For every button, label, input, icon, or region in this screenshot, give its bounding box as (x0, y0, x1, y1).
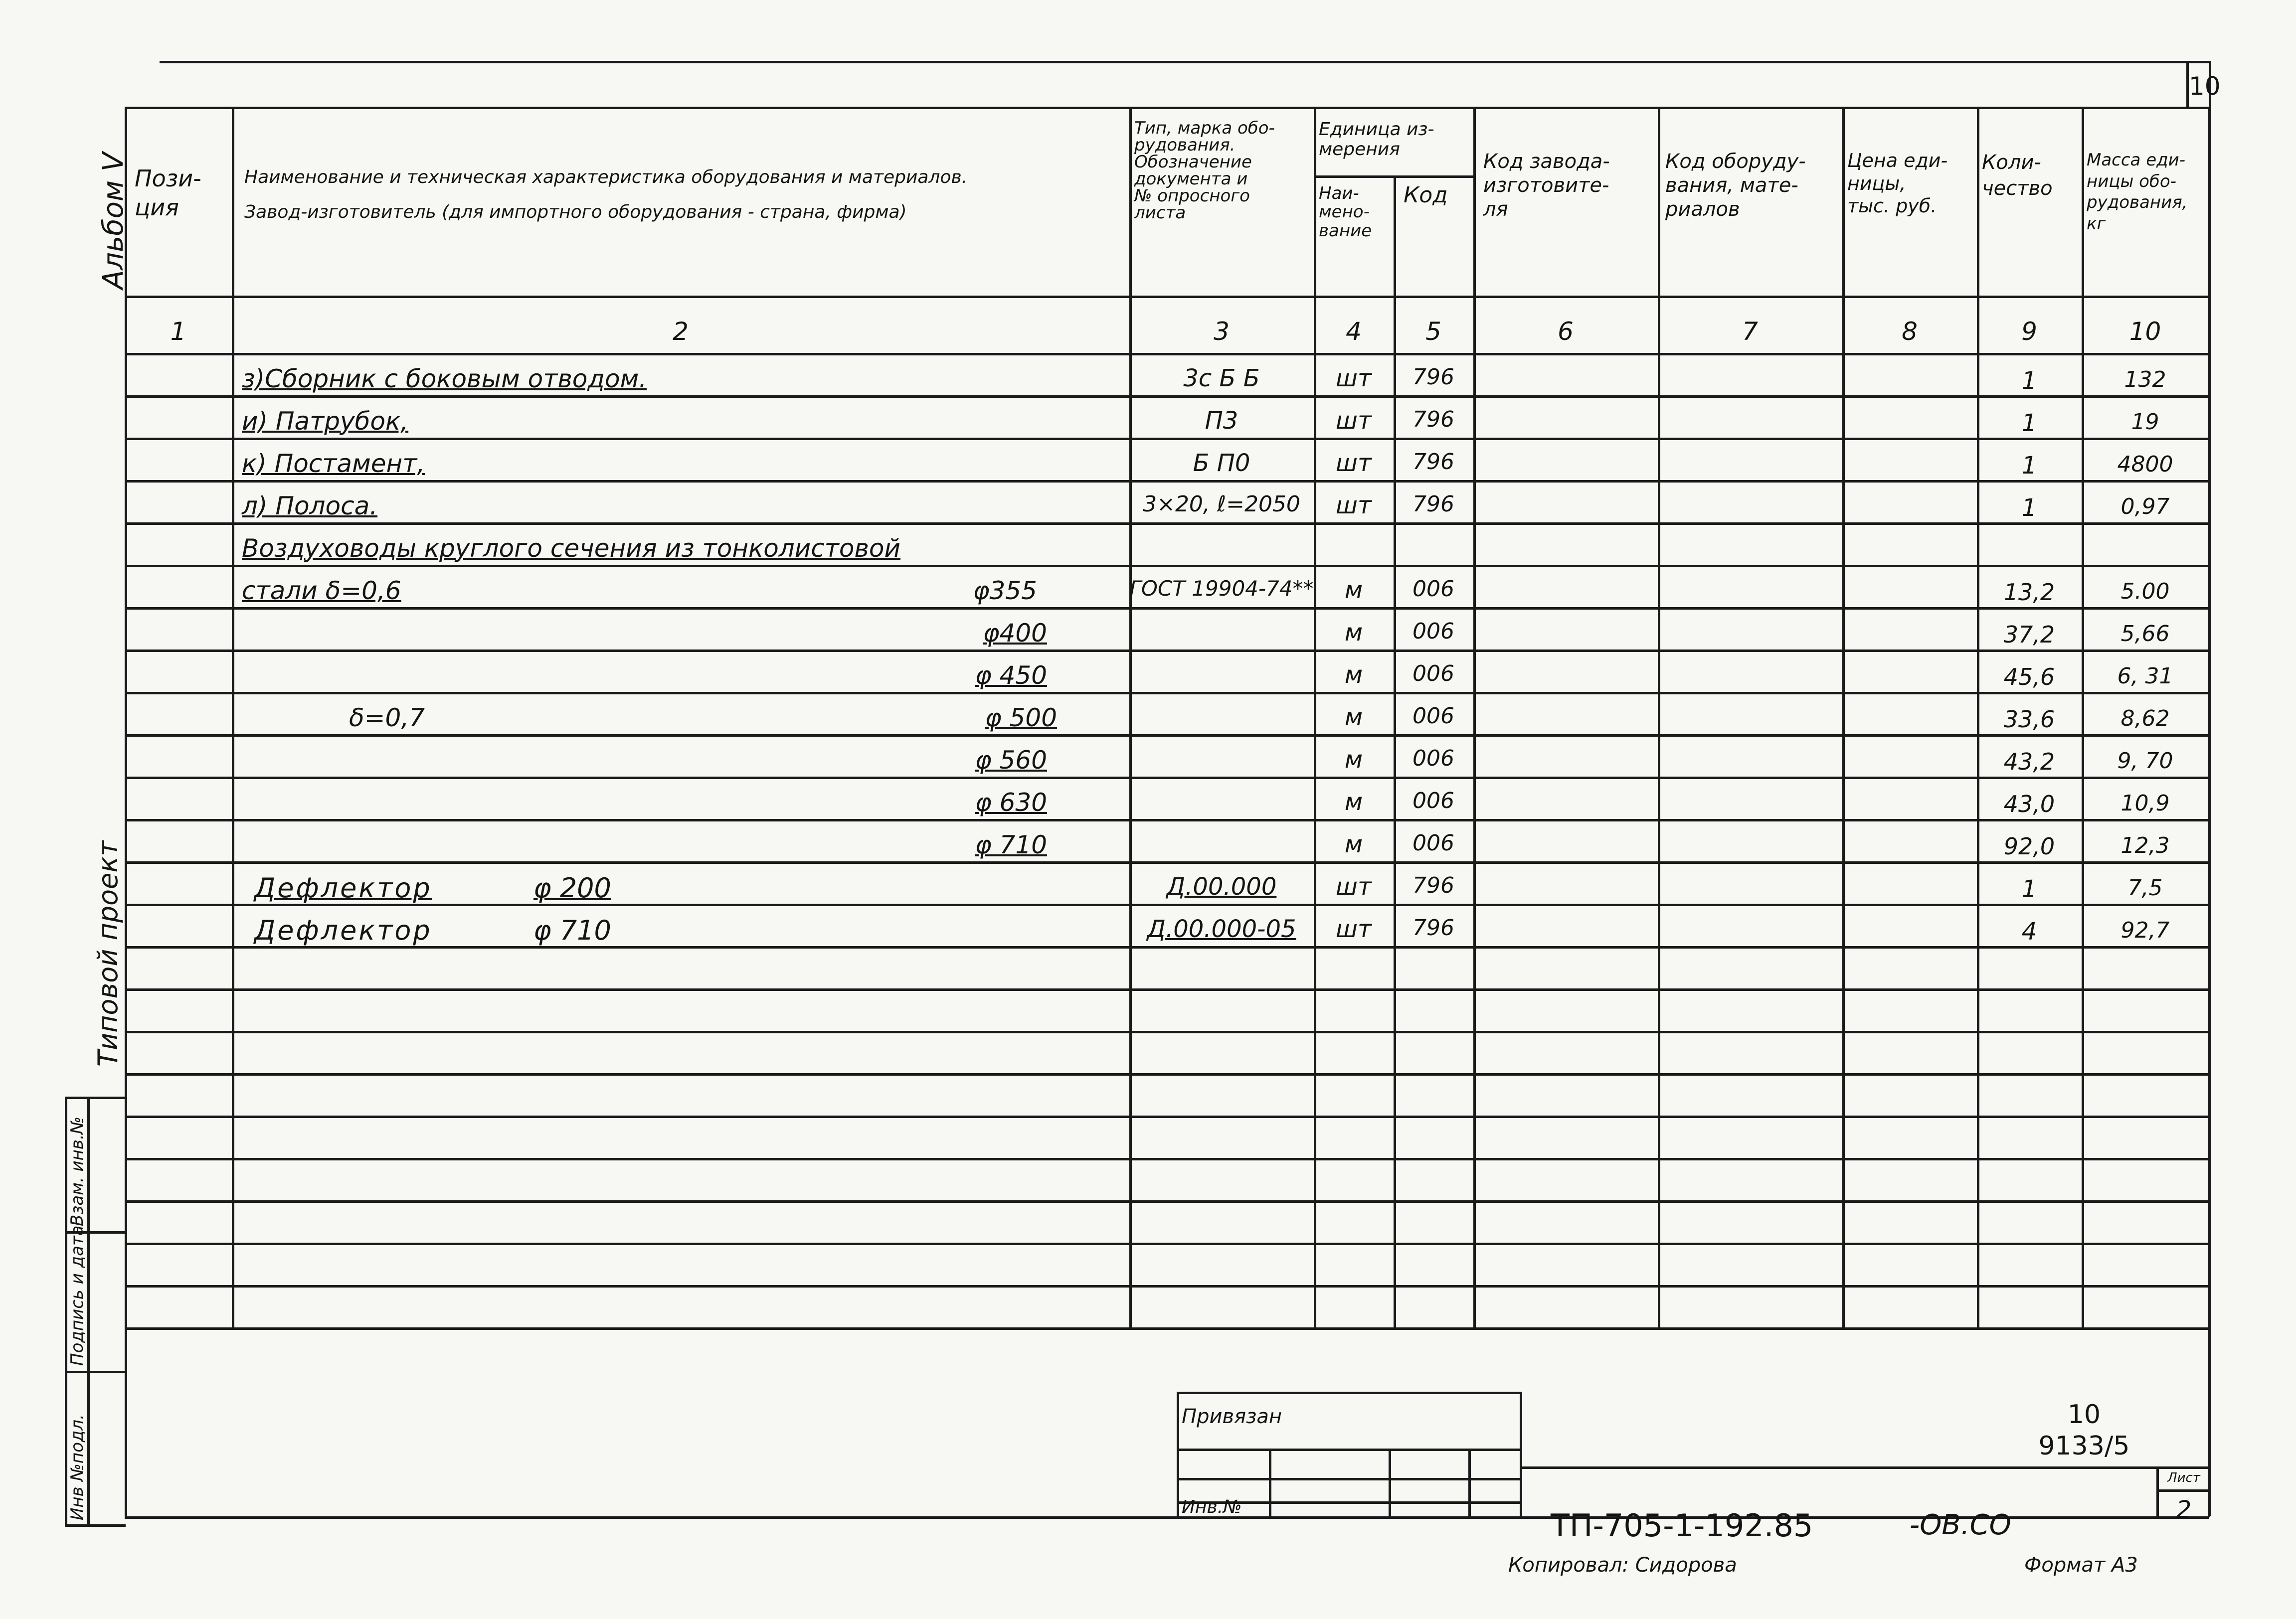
row-name: к) Постамент, (242, 449, 425, 478)
row-name: л) Полоса. (242, 491, 378, 520)
row-mass: 10,9 (2120, 791, 2170, 816)
row-unit: шт (1336, 873, 1372, 901)
row-qty: 45,6 (2003, 663, 2055, 690)
row-unit: шт (1336, 364, 1372, 392)
row-qty: 1 (2021, 367, 2037, 395)
header-name-line1: Наименование и техническая характеристика оборудования и материалов. (244, 167, 968, 187)
row-code: 006 (1413, 788, 1454, 813)
row-mass: 8,62 (2120, 706, 2170, 731)
row-unit: шт (1336, 491, 1372, 519)
header-mass: Масса еди- ницы обо- рудования, кг (2087, 150, 2188, 234)
row-code: 006 (1413, 661, 1454, 686)
page-number: 10 (2189, 72, 2221, 101)
inv-number-label: Инв.№ (1182, 1497, 1242, 1517)
row-qty: 1 (2021, 875, 2037, 903)
row-code: 796 (1413, 407, 1454, 432)
col-number-3: 3 (1214, 317, 1230, 346)
row-mass: 132 (2124, 367, 2166, 392)
row-code: 796 (1413, 491, 1454, 517)
document-suffix: -ОВ.СО (1910, 1509, 2011, 1541)
row-size: φ 710 (533, 915, 611, 946)
header-equipment-code: Код оборуду- вания, мате- риалов (1665, 150, 1806, 221)
row-qty: 43,0 (2003, 791, 2055, 817)
row-size: φ355 (973, 576, 1037, 605)
row-name: з)Сборник с боковым отводом. (242, 364, 647, 393)
row-size: φ 710 (975, 830, 1047, 859)
row-name: стали δ=0,6 (242, 576, 401, 605)
row-unit: м (1344, 703, 1363, 731)
row-type: ГОСТ 19904-74** (1129, 576, 1314, 601)
row-mass: 7,5 (2127, 875, 2163, 901)
header-factory-code: Код завода- изготовите- ля (1483, 150, 1610, 221)
row-code: 796 (1413, 915, 1454, 941)
row-size: φ 450 (975, 661, 1047, 690)
col-number-1: 1 (170, 317, 186, 346)
col-number-8: 8 (1902, 317, 1918, 346)
stamp-replaces-inv: Взам. инв.№ (67, 1116, 87, 1226)
row-type: 3с Б Б (1183, 364, 1260, 392)
col-number-2: 2 (673, 317, 689, 346)
row-size: φ 200 (533, 872, 611, 904)
row-size: φ 630 (975, 788, 1047, 817)
row-name: δ=0,7 (349, 703, 425, 732)
document-designation: ТП-705-1-192.85 (1551, 1507, 1813, 1544)
col-number-4: 4 (1346, 317, 1362, 346)
row-qty: 92,0 (2003, 833, 2055, 860)
row-mass: 6, 31 (2117, 663, 2173, 689)
col-number-6: 6 (1558, 317, 1574, 346)
list-number: 2 (2176, 1496, 2192, 1524)
copied-by: Копировал: Сидорова (1508, 1554, 1737, 1577)
row-unit: м (1344, 619, 1363, 647)
row-mass: 5,66 (2120, 621, 2170, 647)
header-price: Цена еди- ницы, тыс. руб. (1847, 150, 1948, 217)
project-label: Типовой проект (92, 840, 124, 1067)
row-code: 006 (1413, 703, 1454, 729)
row-mass: 5.00 (2120, 579, 2170, 604)
row-mass: 19 (2131, 409, 2159, 435)
row-size: φ 500 (985, 703, 1057, 732)
album-label: Альбом Ⅴ (97, 152, 130, 289)
row-type: Д.00.000-05 (1147, 915, 1296, 943)
album-code: 9133/5 (2038, 1431, 2130, 1461)
stamp-inv-original: Инв №подл. (67, 1414, 87, 1520)
header-position: Пози- ция (135, 165, 201, 221)
col-number-10: 10 (2129, 317, 2161, 346)
row-mass: 4800 (2117, 452, 2173, 477)
paper-format: Формат А3 (2024, 1554, 2138, 1577)
row-name: Воздуховоды круглого сечения из тонколистовой (242, 534, 901, 563)
row-type: Б П0 (1193, 449, 1250, 477)
sheet-number: 10 (2067, 1400, 2101, 1430)
row-qty: 33,6 (2003, 706, 2055, 733)
row-code: 796 (1413, 364, 1454, 390)
row-type: Д.00.000 (1166, 873, 1277, 901)
row-qty: 13,2 (2003, 579, 2055, 606)
row-mass: 12,3 (2120, 833, 2170, 858)
stamp-signature-date: Подпись и дата (67, 1225, 87, 1366)
attached-label: Привязан (1182, 1405, 1282, 1428)
row-unit: м (1344, 788, 1363, 816)
col-number-7: 7 (1742, 317, 1758, 346)
row-qty: 37,2 (2003, 621, 2055, 648)
row-qty: 1 (2021, 409, 2037, 437)
row-name: Дефлектор (254, 872, 432, 904)
header-unit: Единица из- мерения (1319, 119, 1434, 160)
row-qty: 4 (2021, 918, 2037, 946)
row-code: 006 (1413, 576, 1454, 602)
row-unit: м (1344, 661, 1363, 689)
row-unit: шт (1336, 449, 1372, 477)
row-type: П3 (1205, 407, 1238, 435)
header-type: Тип, марка обо- рудования. Обозначение документа и № опросного листа (1134, 118, 1275, 223)
header-unit-name: Наи- мено- вание (1319, 183, 1372, 241)
row-code: 006 (1413, 830, 1454, 856)
row-unit: м (1344, 746, 1363, 774)
row-name: Дефлектор (254, 915, 432, 946)
row-type: 3×20, ℓ=2050 (1143, 491, 1300, 517)
row-size: φ400 (983, 619, 1047, 648)
header-unit-code: Код (1404, 182, 1448, 208)
col-number-5: 5 (1425, 317, 1441, 346)
list-label: Лист (2167, 1470, 2200, 1485)
row-qty: 1 (2021, 494, 2037, 522)
header-name-line2: Завод-изготовитель (для импортного оборудования - страна, фирма) (244, 202, 907, 222)
row-unit: м (1344, 830, 1363, 858)
row-code: 006 (1413, 746, 1454, 771)
row-unit: шт (1336, 407, 1372, 435)
row-unit: шт (1336, 915, 1372, 943)
row-name: и) Патрубок, (242, 407, 409, 436)
row-code: 796 (1413, 873, 1454, 898)
row-mass: 92,7 (2120, 918, 2170, 943)
row-code: 006 (1413, 619, 1454, 644)
col-number-9: 9 (2021, 317, 2037, 346)
row-mass: 9, 70 (2117, 748, 2173, 774)
header-quantity: Коли- чество (1982, 151, 2053, 200)
row-unit: м (1344, 576, 1363, 604)
row-mass: 0,97 (2120, 494, 2170, 519)
row-qty: 43,2 (2003, 748, 2055, 775)
row-qty: 1 (2021, 452, 2037, 480)
row-code: 796 (1413, 449, 1454, 475)
row-size: φ 560 (975, 746, 1047, 775)
